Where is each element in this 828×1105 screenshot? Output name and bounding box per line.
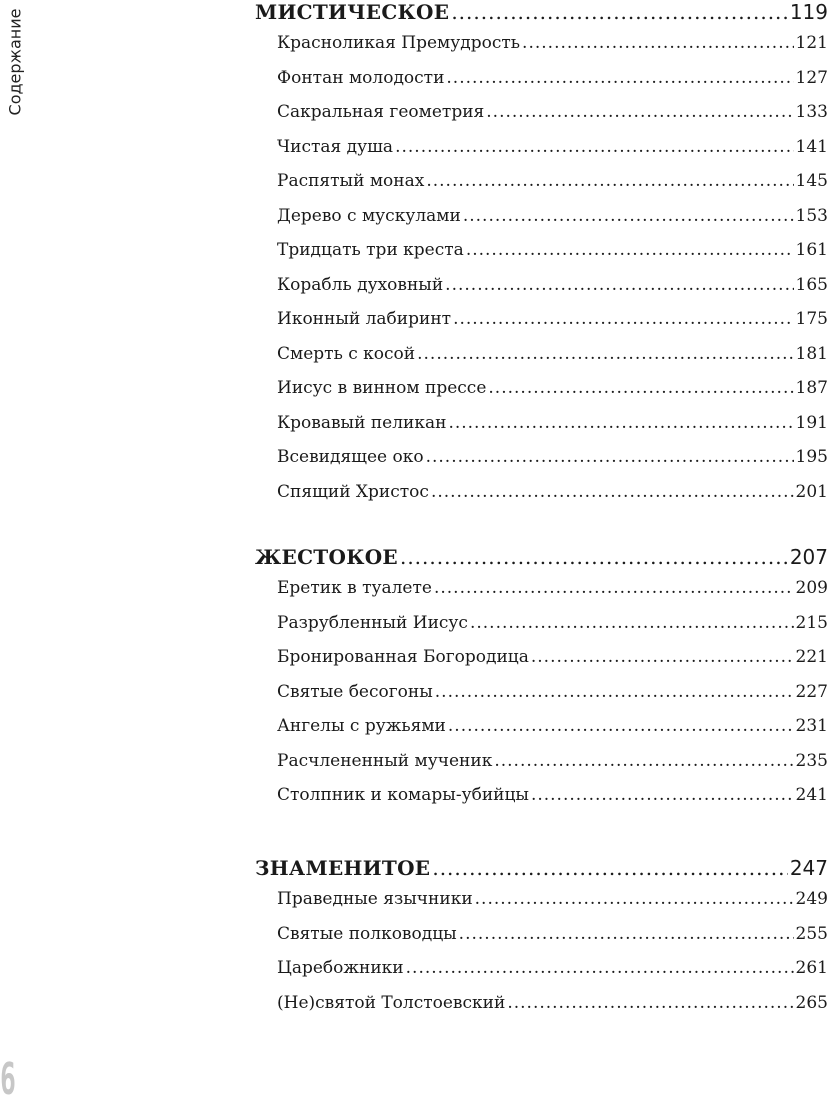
toc-entry-title: Тридцать три креста <box>277 240 464 260</box>
toc-entry[interactable] <box>277 344 828 364</box>
toc-entry-title: Распятый монах <box>277 171 425 191</box>
toc-entry-page: 215 <box>795 612 828 633</box>
dot-leader <box>446 68 793 88</box>
dot-leader <box>459 924 794 944</box>
toc-entry-page: 181 <box>795 343 828 364</box>
dot-leader <box>406 958 794 978</box>
dot-leader <box>494 751 793 771</box>
dot-leader <box>507 993 793 1013</box>
dot-leader <box>463 206 794 226</box>
toc-section-heading-title: МИСТИЧЕСКОЕ <box>255 0 450 24</box>
toc-section-heading-page: 247 <box>789 856 828 880</box>
toc-entry-title: Сакральная геометрия <box>277 102 485 122</box>
toc-entry-page: 209 <box>795 578 828 598</box>
toc-entry[interactable] <box>277 682 828 702</box>
toc-entry-page: 227 <box>795 681 828 702</box>
toc-entry-page: 231 <box>795 716 828 736</box>
toc-entry-title: Царебожники <box>277 958 404 978</box>
toc-entry-title: Фонтан молодости <box>277 67 445 88</box>
toc-entry-title: Столпник и комары-убийцы <box>277 785 529 805</box>
toc-entry-page: 141 <box>795 136 828 157</box>
toc-entry-page: 133 <box>795 102 828 122</box>
dot-leader <box>417 344 793 364</box>
toc-entry-page: 127 <box>795 67 828 88</box>
toc-section-heading-title: ЗНАМЕНИТОЕ <box>255 856 431 880</box>
toc-entry-title: Разрубленный Иисус <box>277 612 468 633</box>
toc-entry-page: 165 <box>795 274 828 295</box>
toc-entry-page: 195 <box>795 447 828 467</box>
toc-entry[interactable] <box>277 716 828 736</box>
dot-leader <box>426 447 794 467</box>
toc-entry[interactable] <box>277 889 828 909</box>
dot-leader <box>448 413 793 433</box>
toc-entry[interactable] <box>277 309 828 329</box>
dot-leader <box>466 240 794 260</box>
dot-leader <box>431 482 794 502</box>
toc-entry-page: 191 <box>795 412 828 433</box>
toc-entry-title: (Не)святой Толстоевский <box>277 992 506 1013</box>
toc-entry[interactable] <box>277 102 828 122</box>
toc-entry-page: 249 <box>795 889 828 909</box>
toc-entry-title: Иисус в винном прессе <box>277 378 487 398</box>
toc-entry[interactable] <box>277 378 828 398</box>
page-number: 6 <box>0 1054 16 1105</box>
toc-entry[interactable] <box>277 68 828 88</box>
dot-leader <box>470 613 794 633</box>
toc-entry-title: Красноликая Премудрость <box>277 33 521 53</box>
toc-entry[interactable] <box>277 137 828 157</box>
toc-entry[interactable] <box>277 413 828 433</box>
toc-entry[interactable] <box>277 958 828 978</box>
dot-leader <box>432 856 787 880</box>
dot-leader <box>531 785 794 805</box>
dot-leader <box>488 378 793 398</box>
toc-entry[interactable] <box>277 578 828 598</box>
dot-leader <box>522 33 794 53</box>
dot-leader <box>400 545 788 569</box>
dot-leader <box>448 716 794 736</box>
toc-entry-title: Спящий Христос <box>277 481 429 502</box>
toc-entry-page: 121 <box>795 33 828 53</box>
toc-entry[interactable] <box>277 613 828 633</box>
toc-entry-page: 265 <box>795 992 828 1013</box>
toc-entry-title: Корабль духовный <box>277 274 444 295</box>
dot-leader <box>453 309 793 329</box>
running-header <box>0 0 30 130</box>
toc-entry-title: Смерть с косой <box>277 343 416 364</box>
toc-entry-title: Расчлененный мученик <box>277 750 493 771</box>
toc-entry-title: Чистая душа <box>277 136 394 157</box>
toc-entry[interactable] <box>277 447 828 467</box>
toc-entry-title: Всевидящее око <box>277 447 424 467</box>
toc-entry[interactable] <box>277 275 828 295</box>
toc-entry[interactable] <box>277 993 828 1013</box>
dot-leader <box>475 889 794 909</box>
toc-entry-title: Иконный лабиринт <box>277 309 452 329</box>
toc-entry-page: 221 <box>795 647 828 667</box>
toc-entry-title: Бронированная Богородица <box>277 647 529 667</box>
toc-entry-page: 201 <box>795 481 828 502</box>
toc-section-heading[interactable] <box>255 856 828 880</box>
toc-entry[interactable] <box>277 924 828 944</box>
toc-entry-page: 161 <box>795 240 828 260</box>
toc-entry[interactable] <box>277 171 828 191</box>
toc-entry-page: 175 <box>795 309 828 329</box>
toc-entry[interactable] <box>277 240 828 260</box>
dot-leader <box>531 647 794 667</box>
toc-entry-page: 261 <box>795 958 828 978</box>
toc-entry-page: 145 <box>795 171 828 191</box>
toc-entry[interactable] <box>277 33 828 53</box>
toc-entry-page: 187 <box>795 378 828 398</box>
toc-entry[interactable] <box>277 647 828 667</box>
toc-entry[interactable] <box>277 785 828 805</box>
dot-leader <box>445 275 793 295</box>
toc-entry-title: Святые бесогоны <box>277 681 433 702</box>
toc-section-heading-title: ЖЕСТОКОЕ <box>255 545 398 569</box>
dot-leader <box>451 0 787 24</box>
running-header-text: Содержание <box>5 8 25 116</box>
toc-entry-title: Дерево с мускулами <box>277 205 461 226</box>
toc-entry-page: 255 <box>795 923 828 944</box>
dot-leader <box>486 102 793 122</box>
toc-entry-page: 153 <box>795 205 828 226</box>
toc-section-heading-page: 119 <box>789 0 828 24</box>
toc-entry-title: Ангелы с ружьями <box>277 716 446 736</box>
toc-section-heading[interactable] <box>255 0 828 24</box>
toc-entry-title: Кровавый пеликан <box>277 412 447 433</box>
toc-entry[interactable] <box>277 751 828 771</box>
toc-entry-title: Праведные язычники <box>277 889 473 909</box>
toc-entry-page: 235 <box>795 750 828 771</box>
toc-entry-page: 241 <box>795 785 828 805</box>
toc-entry-title: Святые полководцы <box>277 923 457 944</box>
toc-section-heading[interactable] <box>255 545 828 569</box>
dot-leader <box>395 137 793 157</box>
dot-leader <box>435 682 794 702</box>
toc-section-heading-page: 207 <box>789 545 828 569</box>
toc-entry[interactable] <box>277 482 828 502</box>
dot-leader <box>434 578 794 598</box>
dot-leader <box>426 171 793 191</box>
toc-entry[interactable] <box>277 206 828 226</box>
toc-entry-title: Еретик в туалете <box>277 578 432 598</box>
